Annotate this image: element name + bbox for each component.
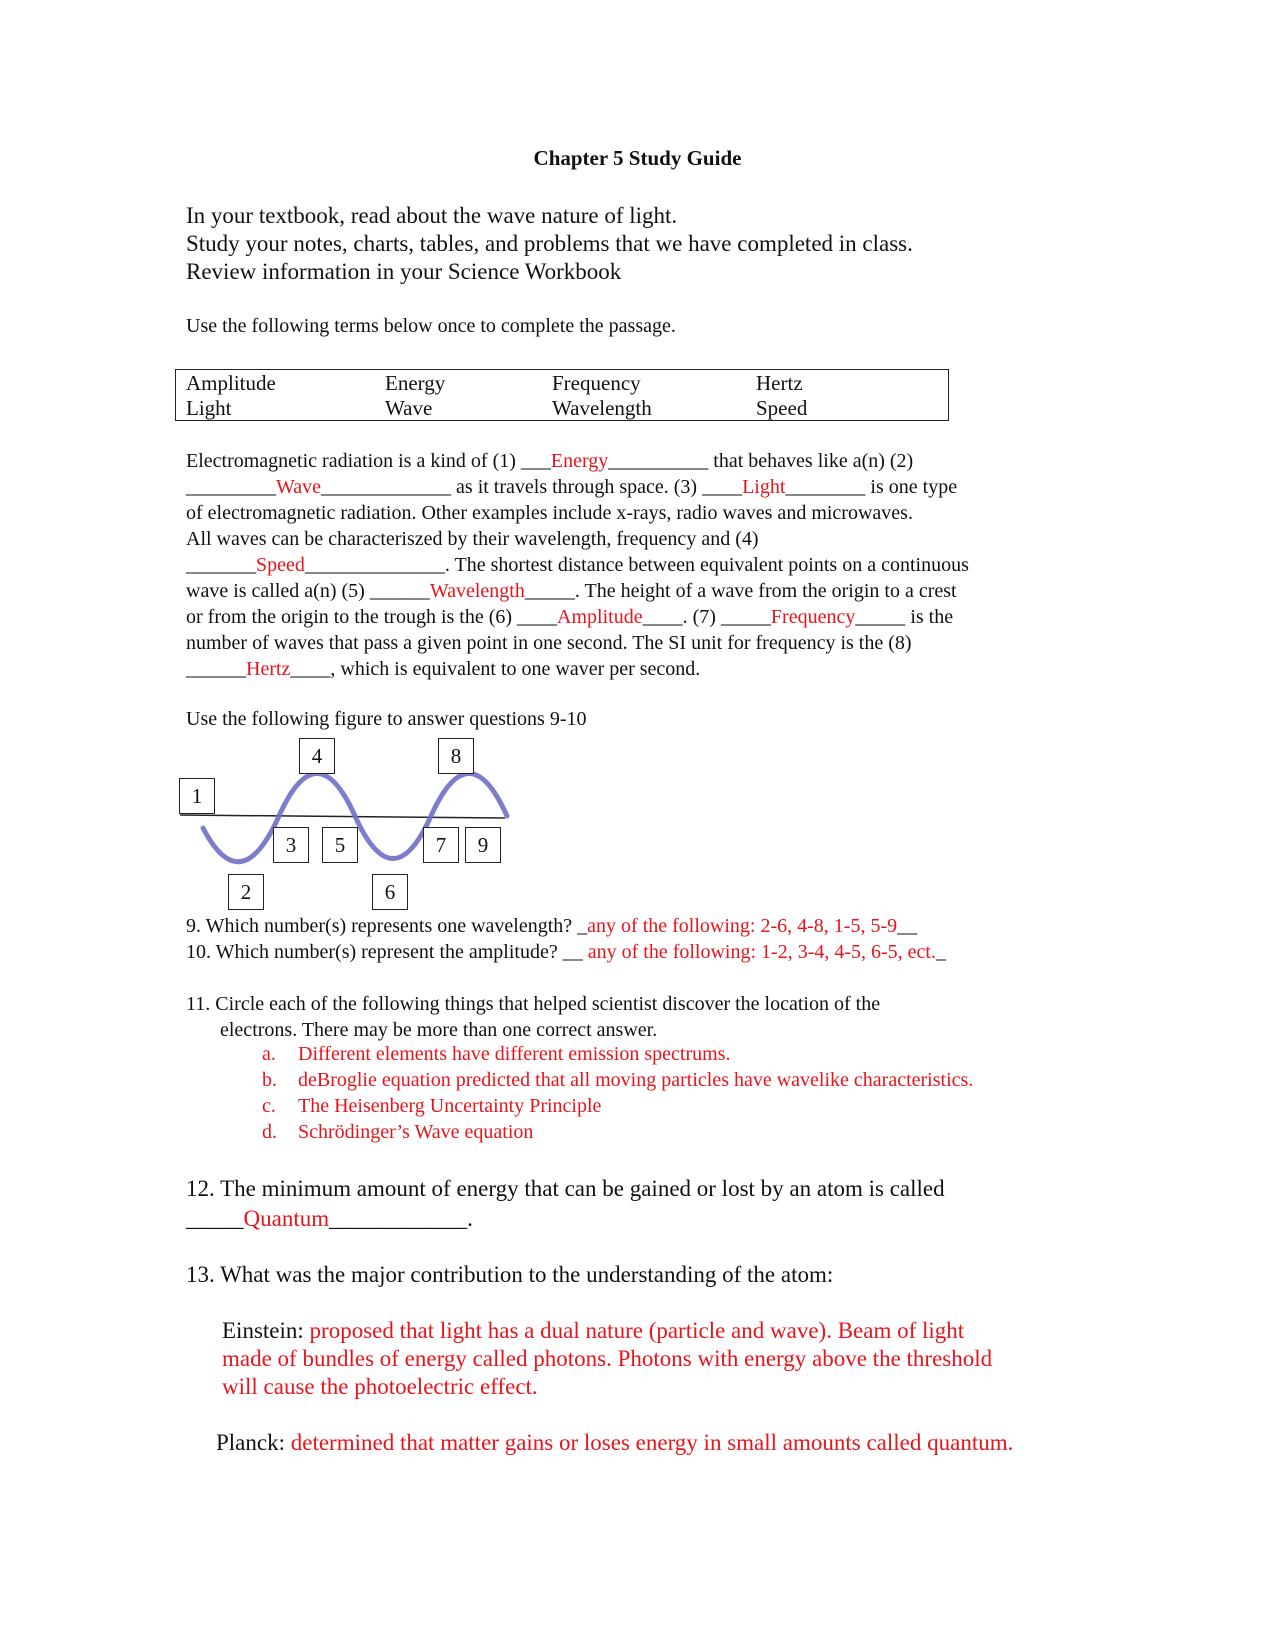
term: Amplitude xyxy=(186,371,276,395)
choice-b: b. deBroglie equation predicted that all moving particles have wavelike characteristics. xyxy=(262,1069,974,1091)
answer-9: any of the following: 2-6, 4-8, 1-5, 5-9 xyxy=(587,915,898,937)
answer-8: Hertz xyxy=(246,658,291,680)
passage-line-1: Electromagnetic radiation is a kind of (1) ___Energy__________ that behaves like a(n) (2) xyxy=(186,450,914,472)
choice-c: c. The Heisenberg Uncertainty Principle xyxy=(262,1095,602,1117)
figure-label-1: 1 xyxy=(179,778,215,814)
figure-label-5: 5 xyxy=(322,827,358,863)
passage-line-9: ______Hertz____, which is equivalent to one waver per second. xyxy=(186,658,701,680)
intro-line-2: Study your notes, charts, tables, and problems that we have completed in class. xyxy=(186,231,913,256)
figure-label-3: 3 xyxy=(273,827,309,863)
figure-label-4: 4 xyxy=(299,738,335,774)
instruction: Use the following terms below once to complete the passage. xyxy=(186,315,676,337)
choice-a: a. Different elements have different emission spectrums. xyxy=(262,1043,731,1065)
answer-12: Quantum xyxy=(243,1206,330,1231)
answer-4: Speed xyxy=(256,554,305,576)
answer-5: Wavelength xyxy=(429,580,525,602)
intro-line-1: In your textbook, read about the wave nature of light. xyxy=(186,203,678,228)
passage-line-6: wave is called a(n) (5) ______Wavelength_____. The height of a wave from the origin to a crest xyxy=(186,580,957,602)
question-10: 10. Which number(s) represent the amplitude? __ any of the following: 1-2, 3-4, 4-5, 6-5, ect._ xyxy=(186,941,946,963)
question-9: 9. Which number(s) represents one wavelength? _any of the following: 2-6, 4-8, 1-5, 5-9__ xyxy=(186,915,918,937)
intro-line-3: Review information in your Science Workbook xyxy=(186,259,622,284)
question-12-blank: _____Quantum____________. xyxy=(186,1206,473,1231)
answer-2: Wave xyxy=(276,476,322,498)
figure-label-8: 8 xyxy=(438,738,474,774)
passage-line-7: or from the origin to the trough is the (6) ____Amplitude____. (7) _____Frequency_____ is the xyxy=(186,606,954,628)
answer-6: Amplitude xyxy=(557,606,643,628)
einstein-answer: proposed that light has a dual nature (particle and wave). Beam of light xyxy=(309,1318,965,1343)
einstein-line-2: made of bundles of energy called photons. Photons with energy above the threshold xyxy=(222,1346,993,1371)
passage-line-2: _________Wave_____________ as it travels through space. (3) ____Light________ is one type xyxy=(186,476,958,498)
passage-line-3: of electromagnetic radiation. Other examples include x-rays, radio waves and microwaves. xyxy=(186,502,913,524)
figure-label-6: 6 xyxy=(372,874,408,910)
page-title: Chapter 5 Study Guide xyxy=(533,146,742,170)
term: Hertz xyxy=(756,371,803,395)
term: Energy xyxy=(385,371,446,395)
figure-label-9: 9 xyxy=(465,827,501,863)
passage-line-4: All waves can be characteriszed by their wavelength, frequency and (4) xyxy=(186,528,759,550)
question-12: 12. The minimum amount of energy that can be gained or lost by an atom is called xyxy=(186,1176,945,1201)
term: Frequency xyxy=(552,371,641,395)
planck-line: Planck: determined that matter gains or loses energy in small amounts called quantum. xyxy=(216,1430,1014,1455)
einstein-line-1: Einstein: proposed that light has a dual nature (particle and wave). Beam of light xyxy=(222,1318,965,1343)
term: Light xyxy=(186,396,232,420)
question-11-cont: electrons. There may be more than one correct answer. xyxy=(220,1019,658,1041)
term: Wave xyxy=(385,396,433,420)
passage-line-5: _______Speed______________. The shortest distance between equivalent points on a continuous xyxy=(186,554,969,576)
passage-line-8: number of waves that pass a given point in one second. The SI unit for frequency is the (8) xyxy=(186,632,912,654)
answer-1: Energy xyxy=(550,450,609,472)
answer-10: any of the following: 1-2, 3-4, 4-5, 6-5, ect. xyxy=(587,941,936,963)
figure-label-2: 2 xyxy=(228,874,264,910)
term: Wavelength xyxy=(552,396,652,420)
answer-3: Light xyxy=(742,476,786,498)
planck-answer: determined that matter gains or loses energy in small amounts called quantum. xyxy=(290,1430,1014,1455)
choice-d: d. Schrödinger’s Wave equation xyxy=(262,1121,534,1143)
term: Speed xyxy=(756,396,808,420)
answer-7: Frequency xyxy=(770,606,856,628)
einstein-line-3: will cause the photoelectric effect. xyxy=(222,1374,538,1399)
figure-prompt: Use the following figure to answer questions 9-10 xyxy=(186,708,587,730)
question-13: 13. What was the major contribution to the understanding of the atom: xyxy=(186,1262,834,1287)
question-11: 11. Circle each of the following things that helped scientist discover the location of the xyxy=(186,993,881,1015)
wave-axis xyxy=(180,815,505,818)
figure-label-7: 7 xyxy=(423,827,459,863)
